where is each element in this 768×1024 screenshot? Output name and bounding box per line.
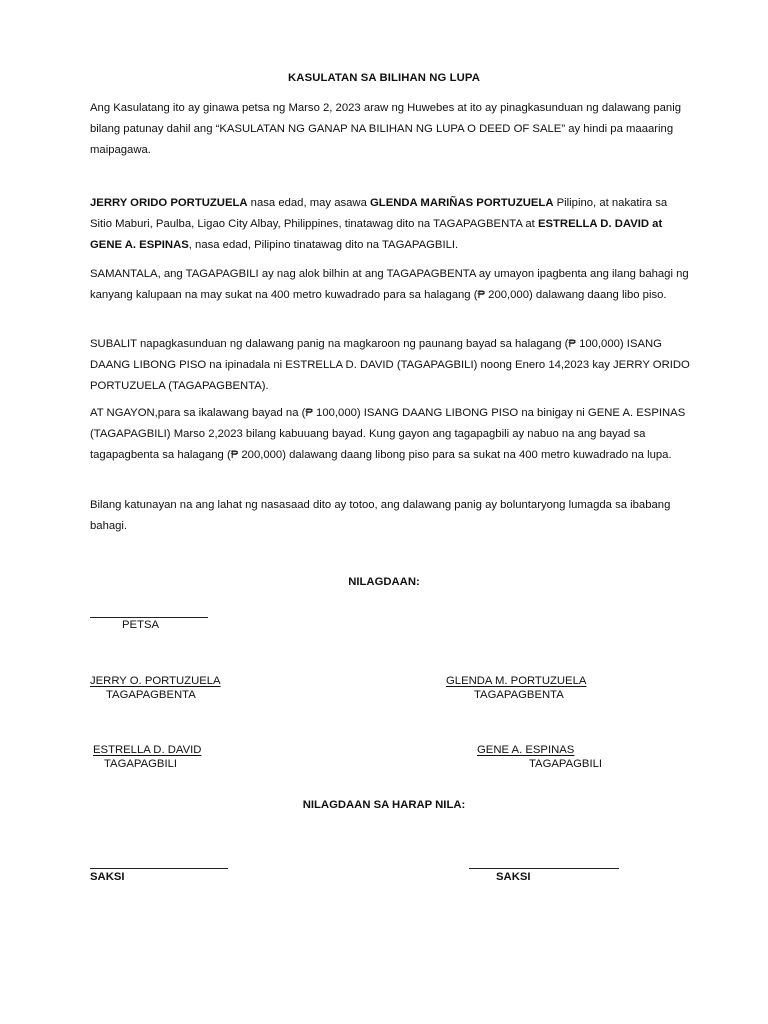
witness2-label: SAKSI — [496, 871, 531, 883]
spouse-name: GLENDA MARIÑAS PORTUZUELA — [370, 197, 554, 209]
signed-heading: NILAGDAAN: — [348, 576, 420, 588]
date-line — [90, 617, 208, 618]
seller1-signature-name: JERRY O. PORTUZUELA — [90, 675, 221, 687]
parties-text-c: at — [649, 218, 663, 230]
parties-paragraph — [90, 193, 690, 256]
buyer2-role: TAGAPAGBILI — [529, 758, 603, 770]
buyer1-signature-name: ESTRELLA D. DAVID — [93, 744, 202, 756]
witness1-label: SAKSI — [90, 871, 125, 883]
parties-text-b: Pilipino, at nakatira sa Sitio Maburi, Paulba, Ligao City Albay, Philippines, tinatawag dito na TAGAPAGBENTA at — [90, 197, 668, 230]
attestation-paragraph: Bilang katunayan na ang lahat ng nasasaad dito ay totoo, ang dalawang panig ay boluntaryong lumagda sa ibabang bahagi. — [90, 499, 671, 532]
parties-text-d: , nasa edad, Pilipino tinatawag dito na TAGAPAGBILI. — [188, 239, 459, 251]
seller1-role: TAGAPAGBENTA — [106, 689, 196, 701]
witness-heading: NILAGDAAN SA HARAP NILA: — [302, 799, 466, 811]
seller2-signature-name: GLENDA M. PORTUZUELA — [446, 675, 587, 687]
document-title: KASULATAN SA BILIHAN NG LUPA — [288, 72, 480, 84]
intro-paragraph: Ang Kasulatang ito ay ginawa petsa ng Marso 2, 2023 araw ng Huwebes at ito ay pinagkasunduan ng dalawang panig bilang patunay dahil ang “KASULATAN NG GANAP NA BILIHAN NG LUPA O DEED OF SALE” ay hindi pa maaaring maipagawa. — [90, 102, 681, 156]
offer-paragraph: SAMANTALA, ang TAGAPAGBILI ay nag alok bilhin at ang TAGAPAGBENTA ay umayon ipagbenta ang ilang bahagi ng kanyang kalupaan na may sukat na 400 metro kuwadrado para sa halagang (₱ 200,000) dalawang daang libo piso. — [90, 268, 689, 301]
downpayment-paragraph: SUBALIT napagkasunduan ng dalawang panig na magkaroon ng paunang bayad sa halagang (₱ 100,000) ISANG DAANG LIBONG PISO na ipinadala ni ESTRELLA D. DAVID (TAGAPAGBILI) noong Enero 14,2023 kay JERRY ORIDO PORTUZUELA (TAGAPAGBENTA). — [90, 338, 690, 392]
buyer1-role: TAGAPAGBILI — [104, 758, 178, 770]
date-label: PETSA — [122, 619, 160, 631]
witness2-line — [469, 868, 619, 869]
buyer2-name: GENE A. ESPINAS — [90, 239, 189, 251]
final-payment-paragraph: AT NGAYON,para sa ikalawang bayad na (₱ 100,000) ISANG DAANG LIBONG PISO na binigay ni GENE A. ESPINAS (TAGAPAGBILI) Marso 2,2023 bilang kabuuang bayad. Kung gayon ang tagapagbili ay nabuo na ang bayad sa tagapagbenta sa halagang (₱ 200,000) dalawang daang libong piso para sa sukat na 400 metro kuwadrado na lupa. — [90, 407, 686, 461]
seller-name: JERRY ORIDO PORTUZUELA — [90, 197, 248, 209]
buyer1-name: ESTRELLA D. DAVID — [537, 218, 650, 230]
parties-text-a: nasa edad, may asawa — [247, 197, 371, 209]
witness1-line — [90, 868, 228, 869]
buyer2-signature-name: GENE A. ESPINAS — [477, 744, 575, 756]
seller2-role: TAGAPAGBENTA — [474, 689, 564, 701]
